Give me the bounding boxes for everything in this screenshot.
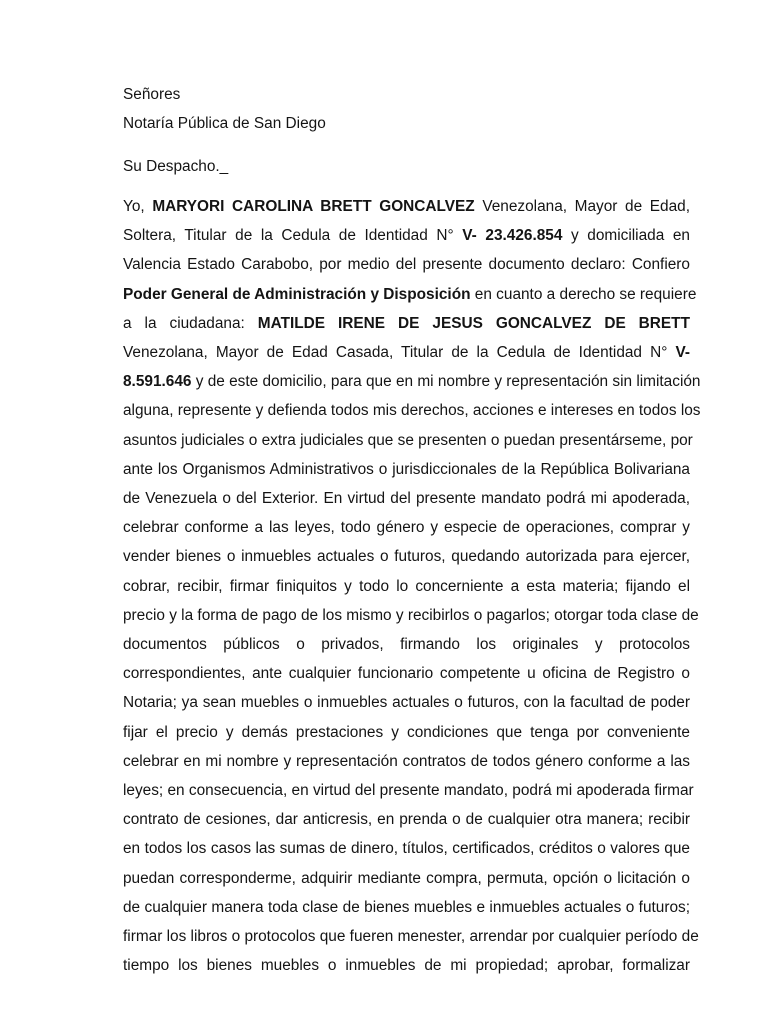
body-line bbox=[123, 665, 690, 683]
body-line bbox=[123, 373, 701, 391]
body-line bbox=[123, 198, 690, 216]
body-line bbox=[123, 811, 690, 829]
body-line bbox=[123, 315, 690, 333]
body-line bbox=[123, 548, 690, 566]
body-line bbox=[123, 431, 693, 450]
body-line bbox=[123, 694, 690, 712]
bold-text: MATILDE IRENE DE JESUS GONCALVEZ DE BRETT bbox=[257, 314, 690, 332]
body-text: Venezolana, Mayor de Edad Casada, Titular de la Cedula de Identidad N° bbox=[123, 344, 676, 361]
body-text: cobrar, recibir, firmar finiquitos y todo lo concerniente a esta materia; fijando el bbox=[123, 577, 690, 595]
body-text: en cuanto a derecho se requiere bbox=[470, 285, 697, 303]
body-line bbox=[123, 636, 690, 654]
body-text: de Venezuela o del Exterior. En virtud del presente mandato podrá mi apoderada, bbox=[123, 490, 690, 507]
body-text: Venezolana, Mayor de Edad, bbox=[474, 198, 690, 215]
body-line bbox=[123, 870, 690, 888]
bold-text: MARYORI CAROLINA BRETT GONCALVEZ bbox=[152, 198, 475, 215]
body-text: celebrar conforme a las leyes, todo género y especie de operaciones, comprar y bbox=[123, 519, 690, 537]
bold-text: V- bbox=[675, 344, 690, 361]
body-line bbox=[123, 899, 690, 917]
body-line bbox=[123, 344, 690, 362]
body-text: fijar el precio y demás prestaciones y condiciones que tenga por conveniente bbox=[123, 723, 690, 741]
body-text: Notaria; ya sean muebles o inmuebles actuales o futuros, con la facultad de poder bbox=[123, 694, 690, 712]
dispatch-line: Su Despacho._ bbox=[123, 158, 229, 175]
notary-office: Notaría Pública de San Diego bbox=[123, 115, 326, 132]
body-text: y domiciliada en bbox=[562, 227, 690, 245]
bold-text: Poder General de Administración y Disposición bbox=[123, 285, 471, 303]
body-text: celebrar en mi nombre y representación contratos de todos género conforme a las bbox=[123, 752, 690, 770]
body-text: Valencia Estado Carabobo, por medio del presente documento declaro: Confiero bbox=[123, 256, 690, 274]
body-text: ante los Organismos Administrativos o jurisdiccionales de la República Bolivariana bbox=[123, 460, 690, 478]
body-line bbox=[123, 957, 690, 975]
body-line bbox=[123, 782, 694, 800]
body-text: en todos los casos las sumas de dinero, títulos, certificados, créditos o valores que bbox=[123, 840, 690, 858]
body-text: precio y la forma de pago de los mismo y recibirlos o pagarlos; otorgar toda clase de bbox=[123, 606, 699, 624]
body-text: alguna, represente y defienda todos mis derechos, acciones e intereses en todos los bbox=[123, 402, 701, 420]
body-line bbox=[123, 840, 690, 858]
body-line bbox=[123, 227, 690, 245]
body-line bbox=[123, 256, 690, 274]
body-line bbox=[123, 578, 690, 596]
body-line bbox=[123, 928, 699, 946]
body-line bbox=[123, 753, 690, 771]
body-text: contrato de cesiones, dar anticresis, en prenda o de cualquier otra manera; recibir bbox=[123, 811, 690, 829]
body-text: puedan corresponderme, adquirir mediante compra, permuta, opción o licitación o bbox=[123, 869, 690, 887]
body-line bbox=[123, 490, 690, 508]
body-text: Soltera, Titular de la Cedula de Identidad N° bbox=[123, 227, 463, 245]
bold-text: V- 23.426.854 bbox=[462, 227, 563, 245]
body-text: a la ciudadana: bbox=[123, 314, 258, 332]
body-text: documentos públicos o privados, firmando los originales y protocolos bbox=[123, 636, 690, 653]
greeting: Señores bbox=[123, 86, 181, 103]
body-line bbox=[123, 285, 697, 304]
body-line bbox=[123, 606, 699, 625]
bold-text: 8.591.646 bbox=[123, 373, 192, 391]
body-text: asuntos judiciales o extra judiciales que se presenten o puedan presentárseme, por bbox=[123, 431, 693, 449]
body-text: Yo, bbox=[123, 198, 153, 215]
body-text: leyes; en consecuencia, en virtud del presente mandato, podrá mi apoderada firmar bbox=[123, 782, 694, 799]
body-text: vender bienes o inmuebles actuales o futuros, quedando autorizada para ejercer, bbox=[123, 548, 690, 566]
body-line bbox=[123, 461, 690, 479]
body-text: tiempo los bienes muebles o inmuebles de mi propiedad; aprobar, formalizar bbox=[123, 957, 690, 975]
body-line bbox=[123, 519, 690, 537]
body-text: correspondientes, ante cualquier funcionario competente u oficina de Registro o bbox=[123, 665, 690, 683]
body-line bbox=[123, 402, 701, 420]
body-text: firmar los libros o protocolos que fueren menester, arrendar por cualquier período de bbox=[123, 928, 699, 945]
body-line bbox=[123, 724, 690, 742]
body-text: de cualquier manera toda clase de bienes muebles e inmuebles actuales o futuros; bbox=[123, 898, 690, 916]
body-text: y de este domicilio, para que en mi nombre y representación sin limitación bbox=[191, 373, 701, 391]
